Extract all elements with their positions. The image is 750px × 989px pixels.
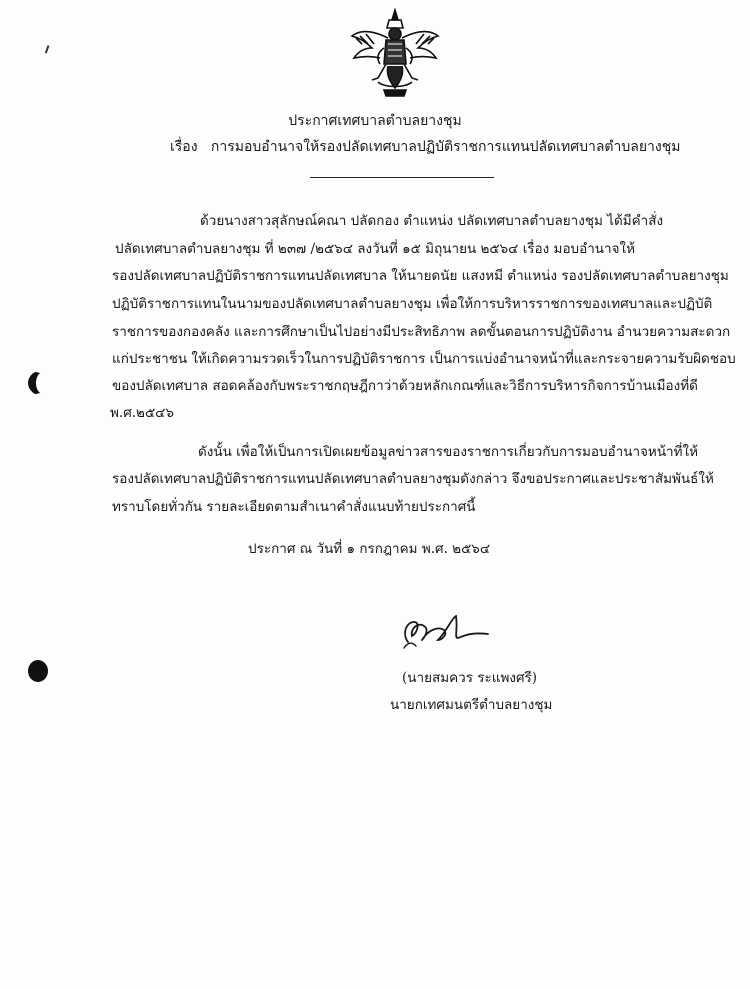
paragraph1-line-7: ของปลัดเทศบาล สอดคล้องกับพระราชกฤษฎีกาว่าด้วยหลักเกณฑ์และวิธีการบริหารกิจการบ้านเมืองที่ดี (112, 378, 698, 394)
signature-mark (398, 612, 490, 654)
announcement-title: ประกาศเทศบาลตำบลยางชุม (288, 113, 462, 129)
subject-line (170, 138, 680, 156)
binder-hole-mark (28, 370, 58, 396)
announce-date: ประกาศ ณ วันที่ ๑ กรกฎาคม พ.ศ. ๒๕๖๔ (248, 541, 491, 557)
title-divider (310, 177, 494, 178)
subject-label: เรื่อง (170, 139, 198, 155)
paragraph2-line-1: ดังนั้น เพื่อให้เป็นการเปิดเผยข้อมูลข่าวสารของราชการเกี่ยวกับการมอบอำนาจหน้าที่ให้ (198, 444, 699, 460)
paragraph2-line-2: รองปลัดเทศบาลปฏิบัติราชการแทนปลัดเทศบาลตำบลยางชุมดังกล่าว จึงขอประกาศและประชาสัมพันธ์ให้ (112, 471, 714, 487)
binder-hole (28, 660, 48, 682)
paragraph1-line-5: ราชการของกองคลัง และการศึกษาเป็นไปอย่างมีประสิทธิภาพ ลดขั้นตอนการปฏิบัติงาน อำนวยความสะดวก (112, 324, 731, 340)
garuda-emblem-icon (348, 8, 442, 98)
signatory-position: นายกเทศมนตรีตำบลยางชุม (390, 697, 553, 713)
paragraph1-line-8: พ.ศ.๒๕๔๖ (110, 405, 174, 421)
paragraph1-line-3: รองปลัดเทศบาลปฏิบัติราชการแทนปลัดเทศบาล ให้นายดนัย แสงหมี ตำแหน่ง รองปลัดเทศบาลตำบลยางชุม (112, 268, 729, 284)
subject-text: การมอบอำนาจให้รองปลัดเทศบาลปฏิบัติราชการแทนปลัดเทศบาลตำบลยางชุม (210, 139, 681, 155)
scan-speck (45, 45, 53, 55)
paragraph2-line-3: ทราบโดยทั่วกัน รายละเอียดตามสำเนาคำสั่งแนบท้ายประกาศนี้ (112, 499, 476, 515)
signatory-name: (นายสมควร ระแพงศรี) (402, 670, 538, 686)
paragraph1-line-6: แก่ประชาชน ให้เกิดความรวดเร็วในการปฏิบัติราชการ เป็นการแบ่งอำนาจหน้าที่และกระจายความรับผิดชอบ (112, 351, 736, 367)
paragraph1-line-2: ปลัดเทศบาลตำบลยางชุม ที่ ๒๓๗ /๒๕๖๔ ลงวันที่ ๑๕ มิถุนายน ๒๕๖๔ เรื่อง มอบอำนาจให้ (115, 241, 636, 257)
paragraph1-line-4: ปฏิบัติราชการแทนในนามของปลัดเทศบาลตำบลยางชุม เพื่อให้การบริหารราชการของเทศบาลและปฏิบัติ (112, 296, 713, 312)
paragraph1-line-1: ด้วยนางสาวสุลักษณ์คณา ปลัดกอง ตำแหน่ง ปลัดเทศบาลตำบลยางชุม ได้มีคำสั่ง (200, 213, 664, 229)
